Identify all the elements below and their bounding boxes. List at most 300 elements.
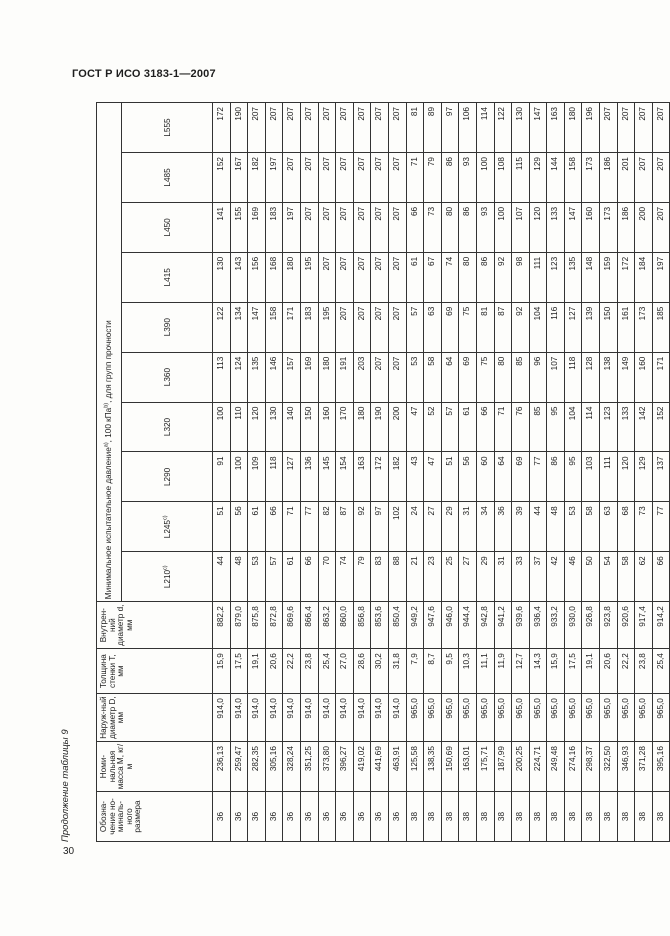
table-cell: 168 xyxy=(265,252,283,302)
table-cell: 914,0 xyxy=(213,694,231,742)
header-grade-l450 xyxy=(122,202,213,252)
table-cell: 875,8 xyxy=(248,602,266,649)
table-cell: 42 xyxy=(547,552,565,602)
table-cell: 207 xyxy=(248,103,266,153)
table-cell: 173 xyxy=(635,302,653,352)
table-cell: 36 xyxy=(248,792,266,842)
table-cell: 60 xyxy=(476,452,494,502)
table-cell: 207 xyxy=(652,153,670,203)
table-row xyxy=(353,103,371,842)
table-cell: 19,1 xyxy=(582,649,600,694)
table-cell: 207 xyxy=(283,103,301,153)
table-cell: 154 xyxy=(336,452,354,502)
table-cell: 396,27 xyxy=(336,742,354,792)
table-cell: 23 xyxy=(424,552,442,602)
table-cell: 38 xyxy=(494,792,512,842)
table-cell: 965,0 xyxy=(494,694,512,742)
table-cell: 81 xyxy=(406,103,424,153)
table-cell: 38 xyxy=(529,792,547,842)
table-cell: 872,8 xyxy=(265,602,283,649)
table-cell: 14,3 xyxy=(529,649,547,694)
table-cell: 186 xyxy=(600,153,618,203)
table-cell: 136 xyxy=(300,452,318,502)
table-cell: 200 xyxy=(635,202,653,252)
table-cell: 61 xyxy=(459,402,477,452)
table-cell: 133 xyxy=(617,402,635,452)
table-cell: 73 xyxy=(635,502,653,552)
table-cell: 197 xyxy=(265,153,283,203)
table-row xyxy=(388,103,406,842)
grade-name: L320 xyxy=(163,417,173,437)
table-cell: 103 xyxy=(582,452,600,502)
table-cell: 114 xyxy=(582,402,600,452)
table-cell: 169 xyxy=(300,352,318,402)
grade-name: L290 xyxy=(163,467,173,487)
header-size: Обозна-чение но-миналь-ного размера xyxy=(97,792,213,842)
table-cell: 87 xyxy=(336,502,354,552)
table-cell: 69 xyxy=(512,452,530,502)
table-cell: 965,0 xyxy=(512,694,530,742)
table-cell: 74 xyxy=(336,552,354,602)
table-cell: 163,01 xyxy=(459,742,477,792)
table-cell: 207 xyxy=(388,352,406,402)
table-row xyxy=(600,103,618,842)
table-cell: 180 xyxy=(318,352,336,402)
table-cell: 879,0 xyxy=(230,602,248,649)
table-cell: 965,0 xyxy=(476,694,494,742)
table-cell: 120 xyxy=(248,402,266,452)
table-cell: 914,0 xyxy=(336,694,354,742)
table-cell: 56 xyxy=(459,452,477,502)
table-cell: 44 xyxy=(213,552,231,602)
table-cell: 207 xyxy=(318,202,336,252)
table-cell: 81 xyxy=(476,302,494,352)
table-cell: 173 xyxy=(582,153,600,203)
table-cell: 30,2 xyxy=(371,649,389,694)
table-cell: 54 xyxy=(600,552,618,602)
table-cell: 38 xyxy=(476,792,494,842)
table-cell: 38 xyxy=(512,792,530,842)
table-cell: 108 xyxy=(494,153,512,203)
table-cell: 869,6 xyxy=(283,602,301,649)
table-cell: 19,1 xyxy=(248,649,266,694)
table-cell: 44 xyxy=(529,502,547,552)
table-cell: 118 xyxy=(564,352,582,402)
table-row xyxy=(213,103,231,842)
rotated-table-area xyxy=(60,102,665,842)
table-cell: 190 xyxy=(230,103,248,153)
table-cell: 207 xyxy=(371,252,389,302)
table-cell: 305,16 xyxy=(265,742,283,792)
table-cell: 167 xyxy=(230,153,248,203)
table-cell: 66 xyxy=(406,202,424,252)
table-cell: 77 xyxy=(529,452,547,502)
table-cell: 155 xyxy=(230,202,248,252)
table-cell: 180 xyxy=(353,402,371,452)
grade-footnote: c) xyxy=(162,515,169,521)
table-cell: 79 xyxy=(353,552,371,602)
table-cell: 152 xyxy=(213,153,231,203)
table-cell: 93 xyxy=(459,153,477,203)
table-cell: 203 xyxy=(353,352,371,402)
table-cell: 92 xyxy=(353,502,371,552)
table-cell: 115 xyxy=(512,153,530,203)
table-cell: 27,0 xyxy=(336,649,354,694)
table-cell: 150 xyxy=(600,302,618,352)
table-cell: 46 xyxy=(564,552,582,602)
table-cell: 106 xyxy=(459,103,477,153)
table-cell: 129 xyxy=(635,452,653,502)
table-cell: 102 xyxy=(388,502,406,552)
table-cell: 129 xyxy=(529,153,547,203)
table-cell: 941,2 xyxy=(494,602,512,649)
table-cell: 395,16 xyxy=(652,742,670,792)
table-cell: 298,37 xyxy=(582,742,600,792)
table-cell: 74 xyxy=(441,252,459,302)
table-cell: 77 xyxy=(300,502,318,552)
table-row xyxy=(512,103,530,842)
table-cell: 27 xyxy=(459,552,477,602)
table-cell: 12,7 xyxy=(512,649,530,694)
table-cell: 92 xyxy=(512,302,530,352)
table-cell: 38 xyxy=(617,792,635,842)
pressure-table xyxy=(96,102,670,842)
table-cell: 328,24 xyxy=(283,742,301,792)
document-title: ГОСТ Р ИСО 3183-1—2007 xyxy=(72,68,216,80)
table-cell: 207 xyxy=(283,153,301,203)
table-cell: 207 xyxy=(371,153,389,203)
header-grade-l360 xyxy=(122,352,213,402)
table-cell: 944,4 xyxy=(459,602,477,649)
table-row xyxy=(441,103,459,842)
table-cell: 29 xyxy=(476,552,494,602)
table-cell: 75 xyxy=(459,302,477,352)
header-outer-diameter: Наруж-ный диаметр D, мм xyxy=(97,694,213,742)
table-cell: 186 xyxy=(617,202,635,252)
table-cell: 197 xyxy=(283,202,301,252)
table-cell: 122 xyxy=(213,302,231,352)
header-mass: Номи-нальная масса М, кг/м xyxy=(97,742,213,792)
table-cell: 100 xyxy=(230,452,248,502)
table-cell: 11,9 xyxy=(494,649,512,694)
table-cell: 207 xyxy=(635,103,653,153)
table-cell: 58 xyxy=(424,352,442,402)
table-cell: 130 xyxy=(213,252,231,302)
table-cell: 200,25 xyxy=(512,742,530,792)
table-cell: 86 xyxy=(441,153,459,203)
table-cell: 23,8 xyxy=(635,649,653,694)
table-row xyxy=(547,103,565,842)
table-cell: 207 xyxy=(371,302,389,352)
table-cell: 182 xyxy=(388,452,406,502)
table-cell: 80 xyxy=(459,252,477,302)
table-cell: 51 xyxy=(213,502,231,552)
table-cell: 965,0 xyxy=(441,694,459,742)
table-cell: 38 xyxy=(652,792,670,842)
header-grade-l245 xyxy=(122,502,213,552)
table-cell: 66 xyxy=(476,402,494,452)
table-cell: 36 xyxy=(265,792,283,842)
table-cell: 104 xyxy=(564,402,582,452)
table-cell: 866,4 xyxy=(300,602,318,649)
table-cell: 36 xyxy=(230,792,248,842)
table-cell: 66 xyxy=(265,502,283,552)
table-cell: 152 xyxy=(652,402,670,452)
table-cell: 965,0 xyxy=(529,694,547,742)
table-cell: 96 xyxy=(529,352,547,402)
table-cell: 69 xyxy=(441,302,459,352)
table-row xyxy=(529,103,547,842)
table-cell: 850,4 xyxy=(388,602,406,649)
table-cell: 10,3 xyxy=(459,649,477,694)
grade-footnote: c) xyxy=(162,565,169,570)
table-cell: 56 xyxy=(230,502,248,552)
table-cell: 947,6 xyxy=(424,602,442,649)
table-cell: 9,5 xyxy=(441,649,459,694)
table-row xyxy=(424,103,442,842)
grade-name: L360 xyxy=(163,367,173,387)
table-cell: 351,25 xyxy=(300,742,318,792)
table-cell: 109 xyxy=(248,452,266,502)
table-cell: 36 xyxy=(213,792,231,842)
table-cell: 63 xyxy=(600,502,618,552)
table-cell: 66 xyxy=(652,552,670,602)
table-cell: 7,9 xyxy=(406,649,424,694)
table-cell: 184 xyxy=(635,252,653,302)
table-cell: 914,0 xyxy=(230,694,248,742)
table-cell: 914,0 xyxy=(353,694,371,742)
table-cell: 128 xyxy=(582,352,600,402)
table-cell: 147 xyxy=(529,103,547,153)
table-cell: 15,9 xyxy=(213,649,231,694)
table-cell: 207 xyxy=(353,302,371,352)
table-cell: 139 xyxy=(582,302,600,352)
table-cell: 64 xyxy=(441,352,459,402)
table-cell: 207 xyxy=(300,103,318,153)
table-cell: 83 xyxy=(371,552,389,602)
table-cell: 104 xyxy=(529,302,547,352)
table-cell: 68 xyxy=(617,502,635,552)
table-cell: 853,6 xyxy=(371,602,389,649)
table-cell: 20,6 xyxy=(600,649,618,694)
table-cell: 172 xyxy=(213,103,231,153)
table-cell: 95 xyxy=(564,452,582,502)
table-cell: 111 xyxy=(529,252,547,302)
table-cell: 127 xyxy=(283,452,301,502)
table-cell: 123 xyxy=(600,402,618,452)
header-grade-l290 xyxy=(122,452,213,502)
table-cell: 180 xyxy=(564,103,582,153)
table-cell: 917,4 xyxy=(635,602,653,649)
table-cell: 71 xyxy=(406,153,424,203)
table-cell: 161 xyxy=(617,302,635,352)
table-cell: 38 xyxy=(564,792,582,842)
table-cell: 100 xyxy=(213,402,231,452)
table-cell: 914,0 xyxy=(283,694,301,742)
table-cell: 150 xyxy=(300,402,318,452)
header-wall-thickness: Толщина стенки Т, мм xyxy=(97,649,213,694)
table-cell: 135 xyxy=(564,252,582,302)
table-cell: 86 xyxy=(476,252,494,302)
table-cell: 149 xyxy=(617,352,635,402)
table-cell: 71 xyxy=(494,402,512,452)
table-cell: 137 xyxy=(652,452,670,502)
table-cell: 36 xyxy=(300,792,318,842)
table-cell: 207 xyxy=(388,202,406,252)
table-cell: 142 xyxy=(635,402,653,452)
grade-name: L245 xyxy=(163,520,173,539)
table-cell: 207 xyxy=(318,252,336,302)
table-cell: 79 xyxy=(424,153,442,203)
table-cell: 150,69 xyxy=(441,742,459,792)
table-cell: 965,0 xyxy=(635,694,653,742)
table-cell: 191 xyxy=(336,352,354,402)
table-cell: 98 xyxy=(512,252,530,302)
table-cell: 36 xyxy=(283,792,301,842)
table-cell: 118 xyxy=(265,452,283,502)
table-cell: 322,50 xyxy=(600,742,618,792)
table-cell: 949,2 xyxy=(406,602,424,649)
table-cell: 942,8 xyxy=(476,602,494,649)
table-row xyxy=(371,103,389,842)
table-cell: 930,0 xyxy=(564,602,582,649)
table-cell: 38 xyxy=(424,792,442,842)
table-cell: 207 xyxy=(617,103,635,153)
table-cell: 933,2 xyxy=(547,602,565,649)
table-cell: 207 xyxy=(371,352,389,402)
table-cell: 207 xyxy=(265,103,283,153)
table-cell: 38 xyxy=(459,792,477,842)
table-cell: 173 xyxy=(600,202,618,252)
table-cell: 923,8 xyxy=(600,602,618,649)
table-cell: 141 xyxy=(213,202,231,252)
pressure-label: Минимальное испытательное давление xyxy=(103,447,113,600)
table-cell: 58 xyxy=(617,552,635,602)
table-cell: 158 xyxy=(564,153,582,203)
table-cell: 86 xyxy=(459,202,477,252)
table-cell: 67 xyxy=(424,252,442,302)
table-cell: 86 xyxy=(547,452,565,502)
table-cell: 63 xyxy=(424,302,442,352)
table-cell: 965,0 xyxy=(547,694,565,742)
table-cell: 36 xyxy=(353,792,371,842)
table-row xyxy=(406,103,424,842)
grade-name: L390 xyxy=(163,318,173,337)
table-cell: 207 xyxy=(318,103,336,153)
table-cell: 207 xyxy=(371,202,389,252)
table-cell: 48 xyxy=(547,502,565,552)
table-caption: Продолжение таблицы 9 xyxy=(60,729,71,842)
table-cell: 207 xyxy=(336,302,354,352)
table-cell: 77 xyxy=(652,502,670,552)
table-cell: 207 xyxy=(652,103,670,153)
table-cell: 207 xyxy=(353,252,371,302)
table-cell: 29 xyxy=(441,502,459,552)
header-grade-l415 xyxy=(122,252,213,302)
table-cell: 965,0 xyxy=(424,694,442,742)
table-row xyxy=(617,103,635,842)
table-cell: 61 xyxy=(406,252,424,302)
table-cell: 147 xyxy=(564,202,582,252)
table-cell: 207 xyxy=(635,153,653,203)
table-cell: 11,1 xyxy=(476,649,494,694)
table-cell: 125,58 xyxy=(406,742,424,792)
table-cell: 159 xyxy=(600,252,618,302)
table-cell: 914,0 xyxy=(388,694,406,742)
table-cell: 57 xyxy=(441,402,459,452)
table-cell: 863,2 xyxy=(318,602,336,649)
table-cell: 36 xyxy=(388,792,406,842)
table-cell: 76 xyxy=(512,402,530,452)
table-cell: 920,6 xyxy=(617,602,635,649)
table-row xyxy=(248,103,266,842)
table-cell: 97 xyxy=(441,103,459,153)
table-row xyxy=(635,103,653,842)
table-cell: 116 xyxy=(547,302,565,352)
table-cell: 939,6 xyxy=(512,602,530,649)
table-cell: 195 xyxy=(300,252,318,302)
table-cell: 36 xyxy=(318,792,336,842)
table-cell: 53 xyxy=(564,502,582,552)
table-cell: 914,0 xyxy=(265,694,283,742)
table-cell: 163 xyxy=(547,103,565,153)
table-cell: 23,8 xyxy=(300,649,318,694)
pressure-tail: , для групп прочности xyxy=(103,320,113,403)
table-cell: 27 xyxy=(424,502,442,552)
table-cell: 143 xyxy=(230,252,248,302)
table-cell: 183 xyxy=(300,302,318,352)
table-cell: 207 xyxy=(318,153,336,203)
table-cell: 80 xyxy=(494,352,512,402)
table-cell: 965,0 xyxy=(406,694,424,742)
table-cell: 110 xyxy=(230,402,248,452)
table-cell: 25 xyxy=(441,552,459,602)
table-cell: 93 xyxy=(476,202,494,252)
table-cell: 133 xyxy=(547,202,565,252)
table-row xyxy=(265,103,283,842)
table-cell: 25,4 xyxy=(318,649,336,694)
table-cell: 207 xyxy=(336,202,354,252)
table-cell: 69 xyxy=(459,352,477,402)
table-cell: 64 xyxy=(494,452,512,502)
table-cell: 24 xyxy=(406,502,424,552)
table-cell: 31 xyxy=(459,502,477,552)
table-cell: 120 xyxy=(617,452,635,502)
header-row-1 xyxy=(97,103,122,842)
header-grade-l320 xyxy=(122,402,213,452)
table-cell: 346,93 xyxy=(617,742,635,792)
table-cell: 914,0 xyxy=(300,694,318,742)
table-cell: 180 xyxy=(283,252,301,302)
table-cell: 8,7 xyxy=(424,649,442,694)
table-cell: 148 xyxy=(582,252,600,302)
table-cell: 38 xyxy=(406,792,424,842)
table-cell: 120 xyxy=(529,202,547,252)
table-cell: 50 xyxy=(582,552,600,602)
table-cell: 66 xyxy=(300,552,318,602)
table-cell: 97 xyxy=(371,502,389,552)
table-cell: 75 xyxy=(476,352,494,402)
table-cell: 282,35 xyxy=(248,742,266,792)
table-cell: 130 xyxy=(265,402,283,452)
table-cell: 163 xyxy=(353,452,371,502)
table-cell: 89 xyxy=(424,103,442,153)
table-cell: 144 xyxy=(547,153,565,203)
grade-name: L555 xyxy=(163,118,173,137)
table-cell: 158 xyxy=(265,302,283,352)
header-pressure-group xyxy=(97,103,122,602)
table-cell: 61 xyxy=(248,502,266,552)
